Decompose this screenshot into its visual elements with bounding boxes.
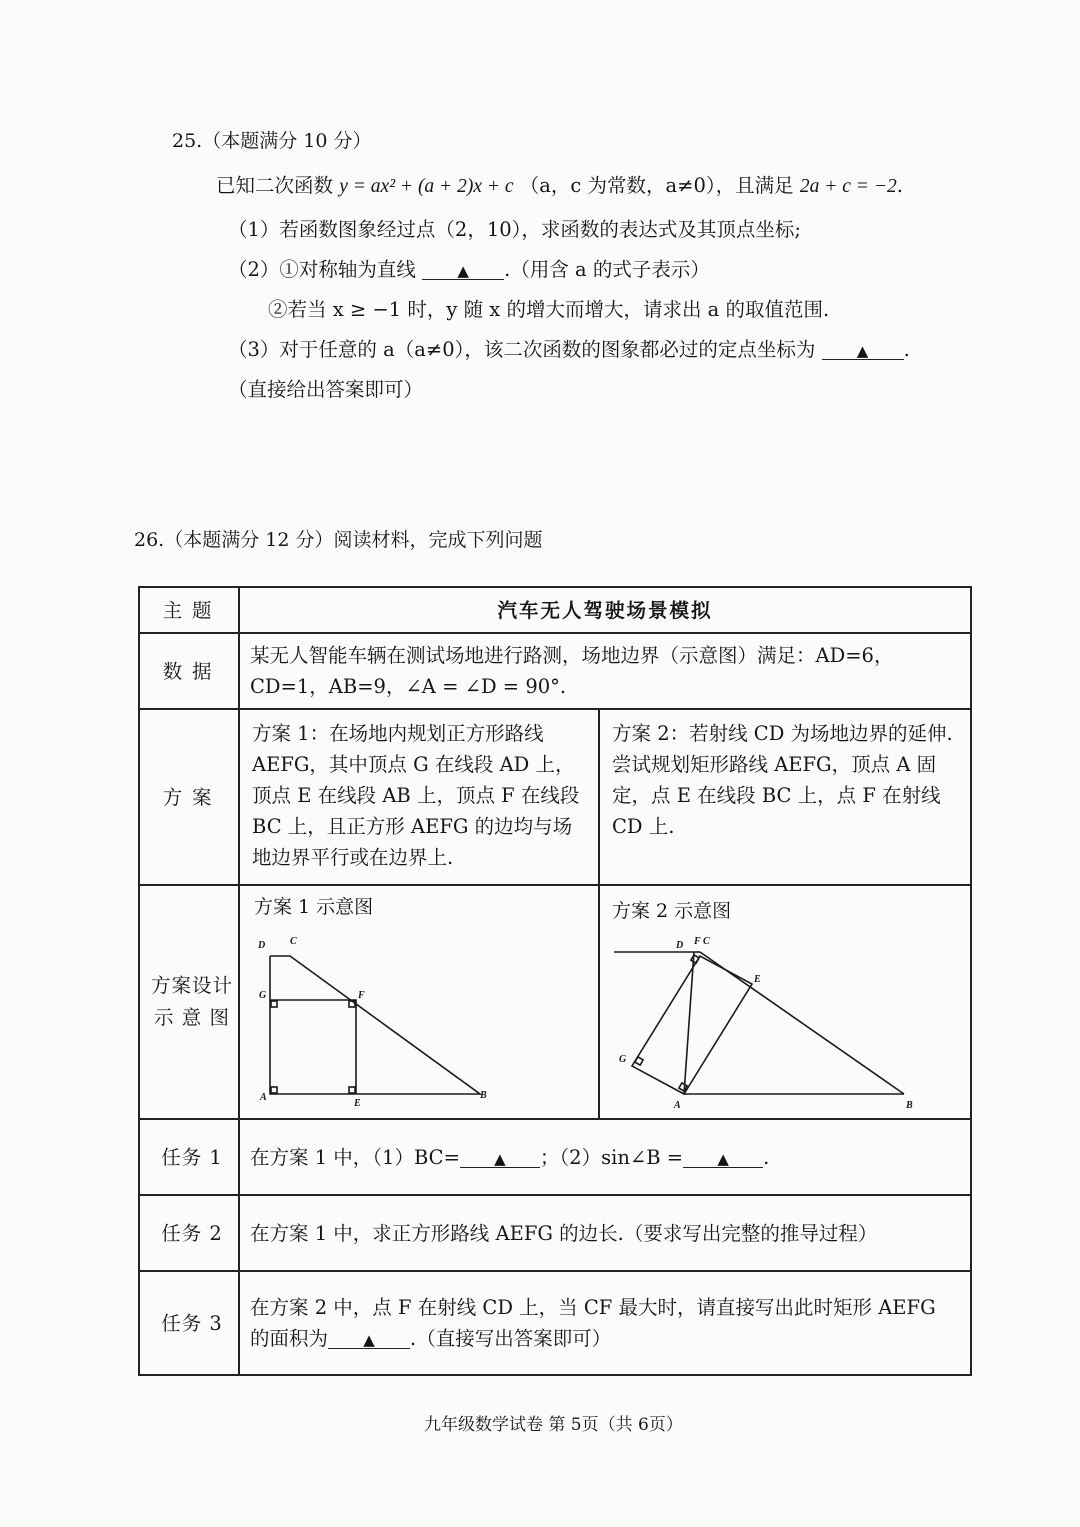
fig1-right-angle-e (349, 1087, 355, 1093)
q25-title: 25.（本题满分 10 分） (172, 130, 372, 152)
q25-part2b: ②若当 x ≥ −1 时，y 随 x 的增大而增大，请求出 a 的取值范围. (268, 298, 830, 321)
task2-header: 任务 2 (139, 1195, 239, 1271)
blank-triangle-icon: ▲ (457, 262, 469, 280)
task3-cell (239, 1271, 971, 1375)
answer-blank-axis[interactable] (422, 263, 504, 280)
task3-line2-suffix: .（直接写出答案即可） (410, 1327, 612, 1350)
fig1-diagram (240, 886, 596, 1118)
task3-header: 任务 3 (139, 1271, 239, 1375)
plan-row (240, 710, 970, 884)
design-cell (239, 885, 971, 1119)
fig1-right-angle-g (271, 1001, 277, 1007)
plan1-text: 方案 1：在场地内规划正方形路线 AEFG，其中顶点 G 在线段 AD 上，顶点 E 在线段 AB 上，顶点 F 在线段 BC 上，且正方形 AEFG 的边均与场地边界平行或在边界上. (240, 710, 600, 884)
data-text (239, 633, 971, 709)
design-header-line2: 示 意 图 (154, 1006, 230, 1029)
q25-part3 (228, 334, 910, 362)
fig2-diagram (600, 886, 960, 1118)
fig1-square (270, 1000, 356, 1094)
data-header: 数据 (139, 633, 239, 709)
fig1-label-b: B (480, 1090, 487, 1101)
plan-header: 方案 (139, 709, 239, 885)
plan2-text: 方案 2：若射线 CD 为场地边界的延伸.尝试规划矩形路线 AEFG，顶点 A 固定，点 E 在线段 BC 上，点 F 在射线 CD 上. (612, 722, 953, 838)
fig1-label-d: D (258, 940, 266, 951)
q25-stem-function: y = ax² + (a + 2)x + c (339, 176, 514, 197)
fig1-label-a: A (260, 1092, 267, 1103)
q25-part2a (228, 254, 710, 282)
topic-text: 汽车无人驾驶场景模拟 (239, 587, 971, 633)
q25-stem-condition: 2a + c = −2 (799, 176, 897, 197)
answer-blank-sinb[interactable] (683, 1151, 763, 1168)
fig1-panel (240, 886, 600, 1118)
q25-part3-suffix: . (903, 338, 910, 361)
task1-prefix: 在方案 1 中，（1）BC= (250, 1145, 460, 1169)
task3-line1: 在方案 2 中，点 F 在射线 CD 上，当 CF 最大时，请直接写出此时矩形 AEFG (250, 1296, 936, 1319)
q25-stem-mid: （a，c 为常数，a≠0），且满足 (519, 174, 794, 197)
task3-line2 (250, 1323, 960, 1354)
blank-triangle-icon: ▲ (717, 1149, 729, 1168)
q25-stem (216, 170, 903, 198)
fig2-label-d: D (676, 940, 684, 951)
task2-text: 在方案 1 中，求正方形路线 AEFG 的边长.（要求写出完整的推导过程） (239, 1195, 971, 1271)
task1-suffix: . (763, 1145, 770, 1169)
blank-triangle-icon: ▲ (363, 1331, 375, 1349)
fig2-right-angle-f (691, 955, 699, 963)
topic-header: 主题 (139, 587, 239, 633)
answer-blank-fixed-point[interactable] (822, 343, 904, 360)
fig1-caption: 方案 1 示意图 (254, 896, 374, 918)
task1-header: 任务 1 (139, 1119, 239, 1195)
blank-triangle-icon: ▲ (494, 1149, 506, 1168)
data-text-content: 某无人智能车辆在测试场地进行路测，场地边界（示意图）满足：AD=6，CD=1，AB=9，∠A = ∠D = 90°. (250, 644, 894, 698)
task3-line2-prefix: 的面积为 (250, 1327, 329, 1350)
q25-stem-end: . (896, 174, 903, 197)
fig2-label-fc: F C (694, 936, 710, 947)
fig2-label-a: A (674, 1100, 681, 1111)
design-header-line1: 方案设计 (150, 974, 233, 997)
q25-part2a-prefix: （2）①对称轴为直线 (228, 258, 416, 281)
answer-blank-bc[interactable] (460, 1151, 540, 1168)
fig2-label-g: G (619, 1054, 627, 1065)
fig1-right-angle-a (271, 1087, 277, 1093)
fig2-label-e: E (754, 974, 761, 985)
fig2-label-b: B (906, 1100, 913, 1111)
fig1-label-f: F (358, 990, 365, 1001)
page-footer: 九年级数学试卷 第 5页（共 6页） (424, 1415, 683, 1435)
fig1-label-c: C (290, 936, 297, 947)
fig1-trapezoid (270, 956, 480, 1094)
blank-triangle-icon: ▲ (856, 342, 869, 360)
plan-cell (239, 709, 971, 885)
fig2-caption: 方案 2 示意图 (612, 900, 732, 922)
q25-part1: （1）若函数图象经过点（2，10），求函数的表达式及其顶点坐标; (228, 218, 801, 241)
fig1-label-e: E (354, 1098, 361, 1109)
fig2-panel (600, 886, 970, 1118)
design-row (240, 886, 970, 1118)
q26-table (138, 586, 972, 1376)
q25-part2a-suffix: .（用含 a 的式子表示） (504, 258, 710, 281)
q25-part3-note: （直接给出答案即可） (228, 378, 424, 401)
answer-blank-area[interactable] (328, 1332, 410, 1349)
q26-title: 26.（本题满分 12 分）阅读材料，完成下列问题 (134, 529, 543, 551)
task1-mid: ；（2）sin∠B = (539, 1145, 684, 1169)
design-header (139, 885, 239, 1119)
q25-part3-prefix: （3）对于任意的 a（a≠0），该二次函数的图象都必过的定点坐标为 (228, 338, 816, 361)
task1-cell (239, 1119, 971, 1195)
fig1-label-g: G (259, 990, 267, 1001)
q25-stem-prefix: 已知二次函数 (216, 174, 334, 197)
